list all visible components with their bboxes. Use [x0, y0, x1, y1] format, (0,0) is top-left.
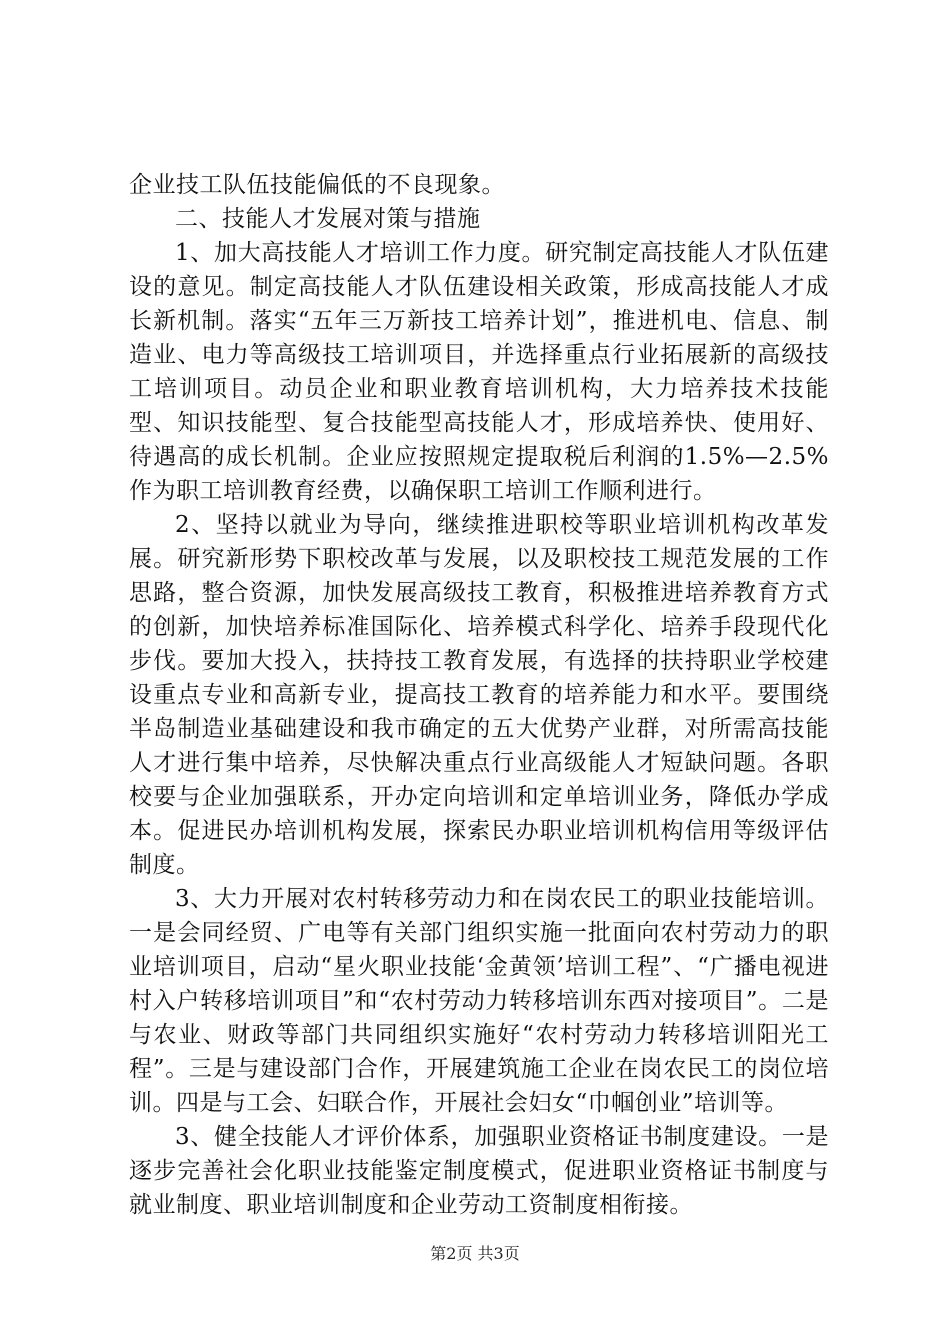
paragraph-item-3: 3、大力开展对农村转移劳动力和在岗农民工的职业技能培训。一是会同经贸、广电等有关部门组织实施一批面向农村劳动力的职业培训项目，启动“星火职业技能‘金黄领’培训工程”、“广播电视进村入户转移培训项目”和“农村劳动力转移培训东西对接项目”。二是与农业、财政等部门共同组织实施好“农村劳动力转移培训阳光工程”。三是与建设部门合作，开展建筑施工企业在岗农民工的岗位培训。四是与工会、妇联合作，开展社会妇女“巾帼创业”培训等。	[129, 886, 829, 1116]
page-footer: 第2页 共3页	[430, 1244, 520, 1263]
paragraph-item-1: 1、加大高技能人才培训工作力度。研究制定高技能人才队伍建设的意见。制定高技能人才队伍建设相关政策，形成高技能人才成长新机制。落实“五年三万新技工培养计划”，推进机电、信息、制造业、电力等高级技工培训项目，并选择重点行业拓展新的高级技工培训项目。动员企业和职业教育培训机构，大力培养技术技能型、知识技能型、复合技能型高技能人才，形成培养快、使用好、待遇高的成长机制。企业应按照规定提取税后利润的1.5%—2.5%作为职工培训教育经费，以确保职工培训工作顺利进行。	[129, 240, 829, 504]
paragraph-continuation: 企业技工队伍技能偏低的不良现象。	[129, 172, 505, 198]
section-heading: 二、技能人才发展对策与措施	[175, 206, 481, 232]
paragraph-item-2: 2、坚持以就业为导向，继续推进职校等职业培训机构改革发展。研究新形势下职校改革与发展，以及职校技工规范发展的工作思路，整合资源，加快发展高级技工教育，积极推进培养教育方式的创新，加快培养标准国际化、培养模式科学化、培养手段现代化步伐。要加大投入，扶持技工教育发展，有选择的扶持职业学校建设重点专业和高新专业，提高技工教育的培养能力和水平。要围绕半岛制造业基础建设和我市确定的五大优势产业群，对所需高技能人才进行集中培养，尽快解决重点行业高级能人才短缺问题。各职校要与企业加强联系，开办定向培训和定单培训业务，降低办学成本。促进民办培训机构发展，探索民办职业培训机构信用等级评估制度。	[129, 512, 829, 878]
paragraph-item-4: 3、健全技能人才评价体系，加强职业资格证书制度建设。一是逐步完善社会化职业技能鉴定制度模式，促进职业资格证书制度与就业制度、职业培训制度和企业劳动工资制度相衔接。	[129, 1124, 829, 1218]
document-body	[129, 168, 829, 1222]
